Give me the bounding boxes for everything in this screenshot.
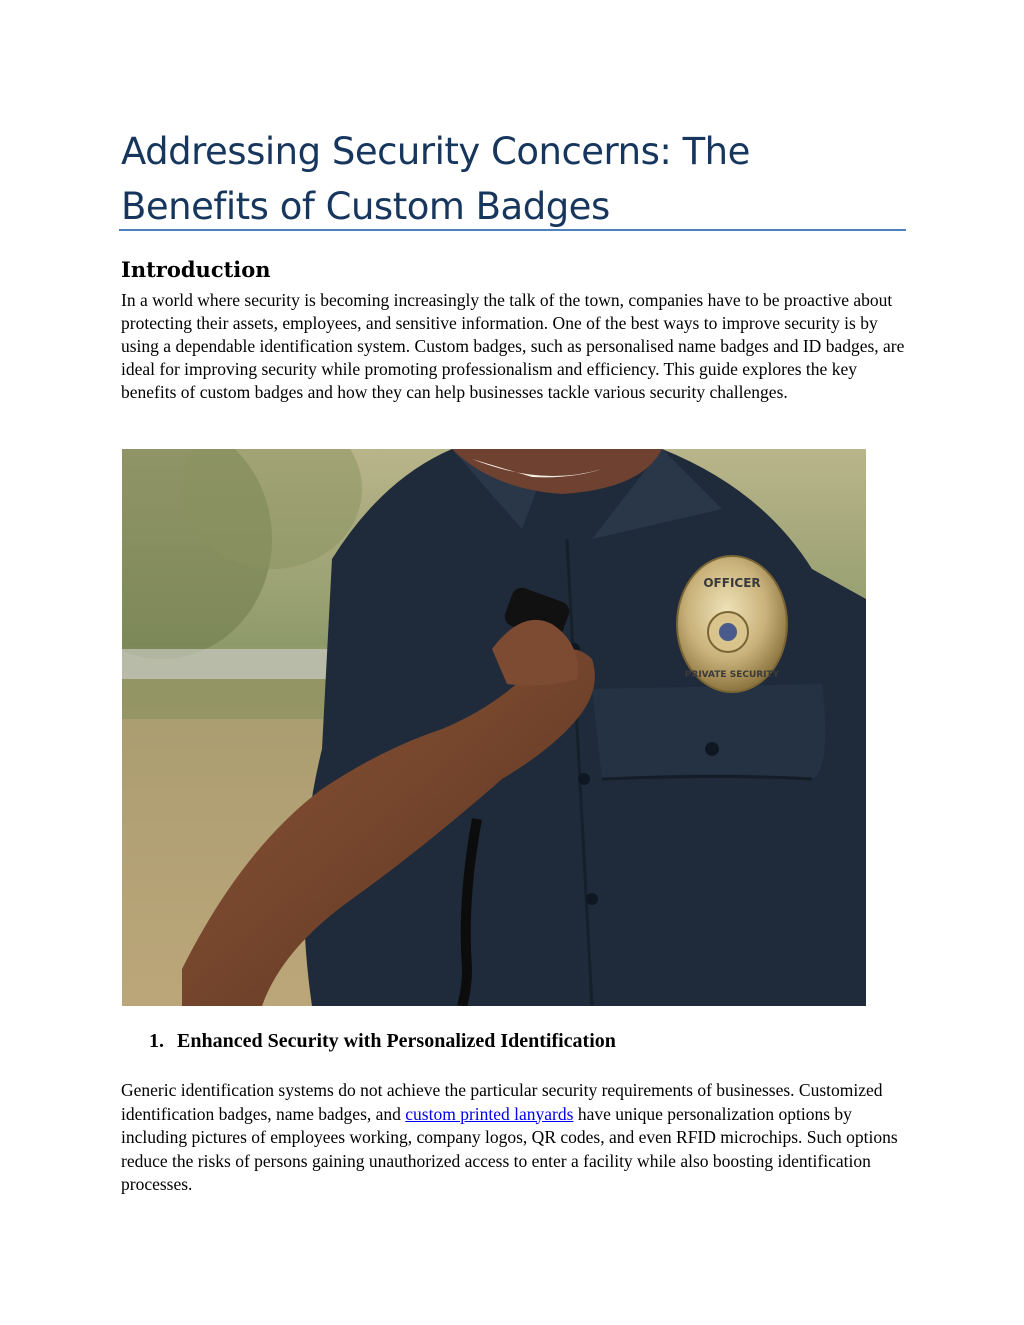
introduction-paragraph: In a world where security is becoming increasingly the talk of the town, companies have to be proactive about protecting their assets, employees, and sensitive information. One of the best ways to improve security is by using a dependable identification system. Custom badges, such as personalised name badges and ID badges, are ideal for improving security while promoting professionalism and efficiency. This guide explores the key benefits of custom badges and how they can help businesses tackle various security challenges. [121,290,905,402]
section-1-text-after-link: have unique personalization options by including pictures of employees working, company logos, QR codes, and even RFID microchips. Such options reduce the risks of persons gaining unauthorized access to enter a facility while also boosting identification processes. [121,1103,898,1194]
section-1-text-before-link: Generic identification systems do not achieve the particular security requirements of businesses. Customized identification badges, name badges, and [121,1080,883,1124]
section-1-number: 1. [149,1030,164,1052]
document-title [121,124,921,234]
section-1-title: Enhanced Security with Personalized Identification [177,1030,616,1052]
title-line-1: Addressing Security Concerns: The [121,130,750,173]
badge-top-text: OFFICER [703,576,761,590]
title-line-2: Benefits of Custom Badges [121,185,610,228]
section-1-paragraph [121,1079,911,1197]
security-officer-photo [122,449,866,1006]
section-1-heading [149,1030,616,1053]
badge-bottom-text: PRIVATE SECURITY [684,670,780,680]
introduction-heading: Introduction [121,257,271,282]
title-underline [119,229,906,231]
custom-printed-lanyards-link[interactable]: custom printed lanyards [405,1103,574,1124]
